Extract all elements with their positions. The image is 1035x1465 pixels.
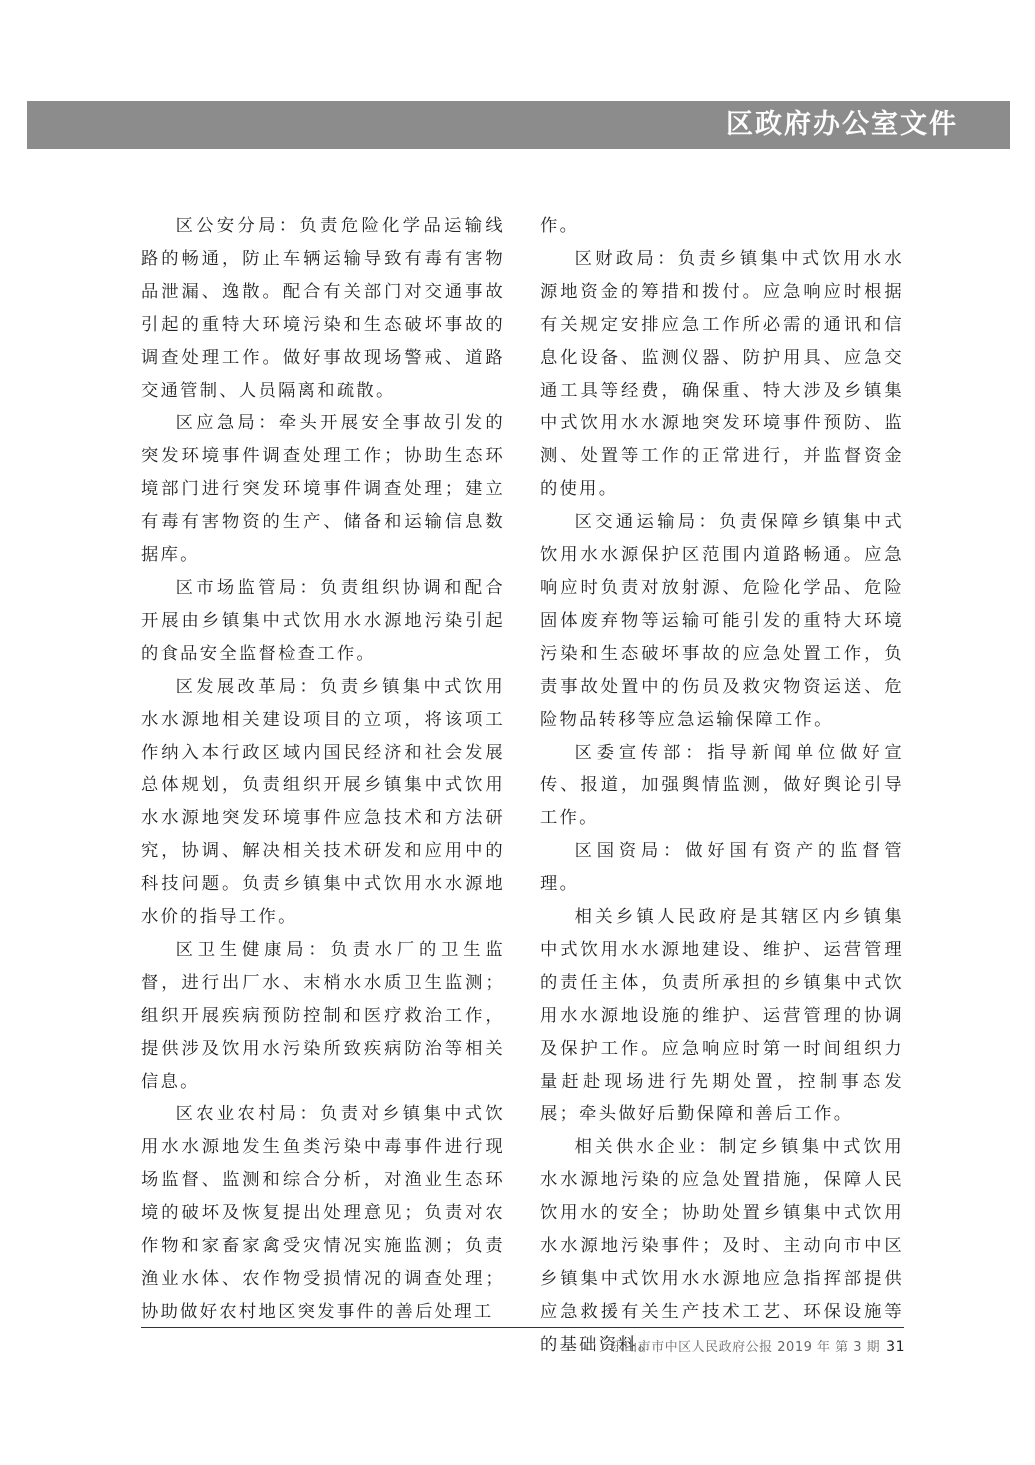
right-column — [540, 210, 904, 1362]
section-title: 区政府办公室文件 — [726, 109, 958, 140]
page-number: 31 — [886, 1339, 905, 1355]
paragraph-agriculture-rural: 区农业农村局：负责对乡镇集中式饮用水水源地发生鱼类污染中毒事件进行现场监督、监测和综合分析，对渔业生态环境的破坏及恢复提出处理意见；负责对农作物和家畜家禽受灾情况实施监测；负责渔业水体、农作物受损情况的调查处理；协助做好农村地区突发事件的善后处理工 — [141, 1104, 505, 1322]
footer-divider — [141, 1327, 904, 1328]
publication-info: 乐山市市中区人民政府公报 2019 年 第 3 期 — [610, 1340, 881, 1355]
paragraph-development-reform: 区发展改革局：负责乡镇集中式饮用水水源地相关建设项目的立项，将该项工作纳入本行政区域内国民经济和社会发展总体规划，负责组织开展乡镇集中式饮用水水源地突发环境事件应急技术和方法研究，协调、解决相关技术研发和应用中的科技问题。负责乡镇集中式饮用水水源地水价的指导工作。 — [141, 676, 505, 928]
paragraph-township-government: 相关乡镇人民政府是其辖区内乡镇集中式饮用水水源地建设、维护、运营管理的责任主体，负责所承担的乡镇集中式饮用水水源地设施的维护、运营管理的协调及保护工作。应急响应时第一时间组织力量赶赴现场进行先期处置，控制事态发展；牵头做好后勤保障和善后工作。 — [540, 907, 904, 1125]
paragraph-finance-bureau: 区财政局：负责乡镇集中式饮用水水源地资金的筹措和拨付。应急响应时根据有关规定安排应急工作所必需的通讯和信息化设备、监测仪器、防护用具、应急交通工具等经费，确保重、特大涉及乡镇集中式饮用水水源地突发环境事件预防、监测、处置等工作的正常进行，并监督资金的使用。 — [540, 248, 904, 500]
paragraph-health-commission: 区卫生健康局：负责水厂的卫生监督，进行出厂水、末梢水水质卫生监测；组织开展疾病预防控制和医疗救治工作，提供涉及饮用水污染所致疾病防治等相关信息。 — [141, 939, 505, 1092]
paragraph-water-supply-enterprise: 相关供水企业：制定乡镇集中式饮用水水源地污染的应急处置措施，保障人民饮用水的安全；协助处置乡镇集中式饮用水水源地污染事件；及时、主动向市中区乡镇集中式饮用水水源地应急指挥部提供应急救援有关生产技术工艺、环保设施等的基础资料。 — [540, 1137, 904, 1355]
footer — [611, 1337, 905, 1358]
left-column — [141, 210, 505, 1329]
header-band — [27, 101, 1010, 149]
paragraph-public-security: 区公安分局：负责危险化学品运输线路的畅通，防止车辆运输导致有毒有害物品泄漏、逸散。配合有关部门对交通事故引起的重特大环境污染和生态破坏事故的调查处理工作。做好事故现场警戒、道路交通管制、人员隔离和疏散。 — [141, 216, 505, 401]
paragraph-transport-bureau: 区交通运输局：负责保障乡镇集中式饮用水水源保护区范围内道路畅通。应急响应时负责对放射源、危险化学品、危险固体废弃物等运输可能引发的重特大环境污染和生态破坏事故的应急处置工作，负责事故处置中的伤员及救灾物资运送、危险物品转移等应急运输保障工作。 — [540, 512, 904, 730]
paragraph-state-assets: 区国资局：做好国有资产的监督管理。 — [540, 841, 904, 895]
paragraph-continuation: 作。 — [540, 216, 580, 236]
paragraph-publicity-department: 区委宣传部：指导新闻单位做好宣传、报道，加强舆情监测，做好舆论引导工作。 — [540, 742, 904, 829]
paragraph-market-supervision: 区市场监管局：负责组织协调和配合开展由乡镇集中式饮用水水源地污染引起的食品安全监督检查工作。 — [141, 577, 505, 664]
paragraph-emergency-bureau: 区应急局：牵头开展安全事故引发的突发环境事件调查处理工作；协助生态环境部门进行突发环境事件调查处理；建立有毒有害物资的生产、储备和运输信息数据库。 — [141, 413, 505, 566]
